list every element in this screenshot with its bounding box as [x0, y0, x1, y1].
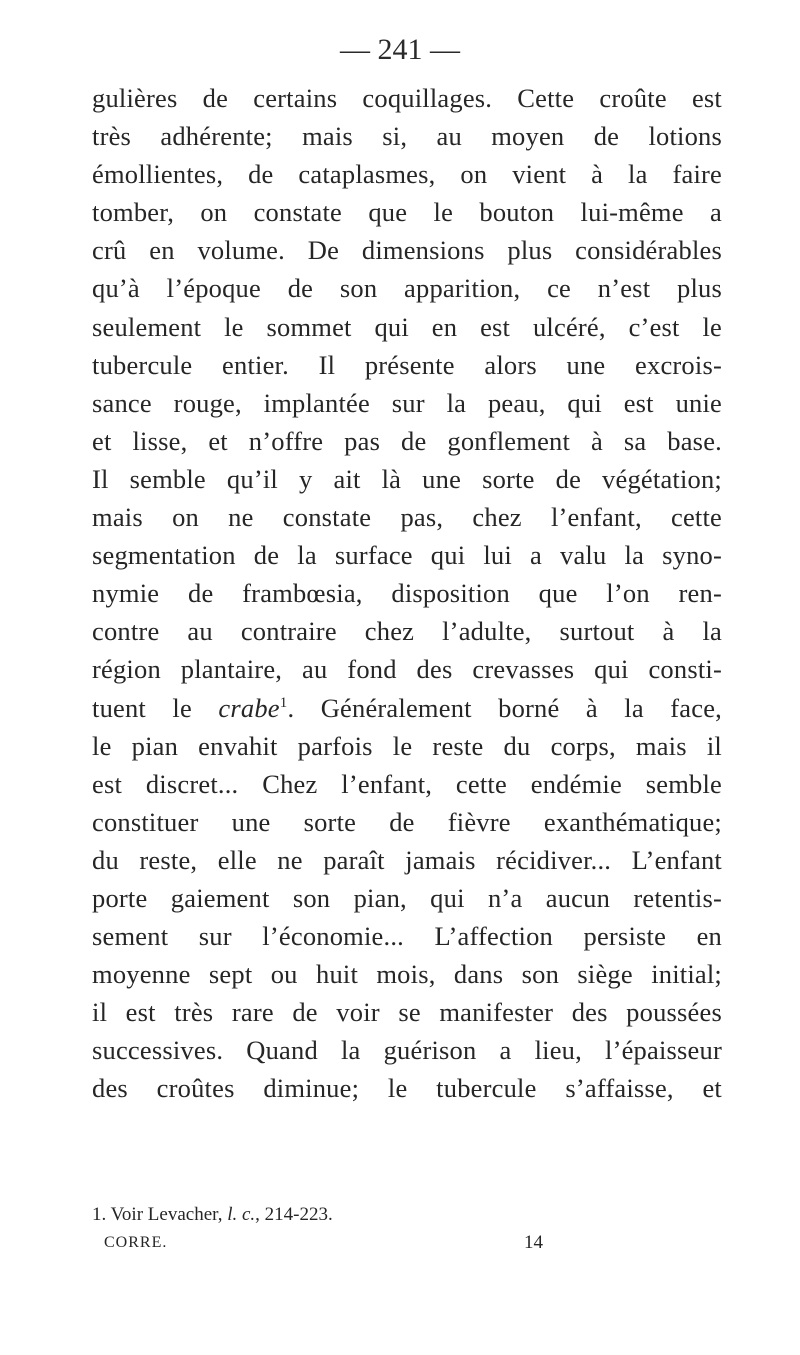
signature-author: CORRE. [104, 1234, 168, 1251]
text-line: seulement le sommet qui en est ulcéré, c’est le [92, 311, 722, 342]
text-line: nymie de frambœsia, disposition que l’on ren- [92, 578, 722, 609]
text-line-with-note [92, 689, 722, 727]
body-text [92, 79, 722, 1108]
text-line: segmentation de la surface qui lui a valu la syno- [92, 540, 722, 571]
footnote-italic: l. c. [227, 1204, 256, 1225]
text-line: sement sur l’économie... L’affection persiste en [92, 921, 722, 952]
text-line: mais on ne constate pas, chez l’enfant, cette [92, 502, 722, 533]
footnote-text: Voir Levacher, [106, 1204, 228, 1225]
footnote [92, 1202, 722, 1228]
text-line: des croûtes diminue; le tubercule s’affaisse, et [92, 1073, 722, 1104]
text-line: porte gaiement son pian, qui n’a aucun retentis- [92, 882, 722, 913]
footnote-reference: 1 [279, 694, 288, 711]
footnote-pages: , 214-223. [255, 1204, 333, 1225]
text-line: et lisse, et n’offre pas de gonflement à sa base. [92, 425, 722, 456]
text-segment: tuent le [92, 692, 219, 723]
text-line: tomber, on constate que le bouton lui-même a [92, 197, 722, 228]
text-line: constituer une sorte de fièvre exanthématique; [92, 806, 722, 837]
text-line: très adhérente; mais si, au moyen de lotions [92, 121, 722, 152]
text-line: le pian envahit parfois le reste du corps, mais il [92, 730, 722, 761]
text-line: tubercule entier. Il présente alors une excrois- [92, 349, 722, 380]
text-line: contre au contraire chez l’adulte, surtout à la [92, 616, 722, 647]
text-line: du reste, elle ne paraît jamais récidiver... L’enfant [92, 844, 722, 875]
text-segment: . Généralement borné à la face, [287, 692, 722, 723]
text-line: est discret... Chez l’enfant, cette endémie semble [92, 768, 722, 799]
text-line: qu’à l’époque de son apparition, ce n’est plus [92, 273, 722, 304]
text-line: sance rouge, implantée sur la peau, qui est unie [92, 387, 722, 418]
text-line: il est très rare de voir se manifester des poussées [92, 997, 722, 1028]
italic-term: crabe [218, 692, 280, 723]
printer-signature [104, 1230, 604, 1256]
text-line: moyenne sept ou huit mois, dans son siège initial; [92, 959, 722, 990]
text-line: gulières de certains coquillages. Cette croûte est [92, 83, 722, 113]
text-line: successives. Quand la guérison a lieu, l’épaisseur [92, 1035, 722, 1066]
signature-sheet-number: 14 [524, 1232, 543, 1253]
text-line: émollientes, de cataplasmes, on vient à la faire [92, 159, 722, 190]
footnote-number: 1. [92, 1204, 107, 1225]
text-line: crû en volume. De dimensions plus considérables [92, 235, 722, 266]
text-line: région plantaire, au fond des crevasses qui consti- [92, 654, 722, 685]
page-number-header: — 241 — [340, 33, 460, 66]
text-line: Il semble qu’il y ait là une sorte de végétation; [92, 463, 722, 494]
